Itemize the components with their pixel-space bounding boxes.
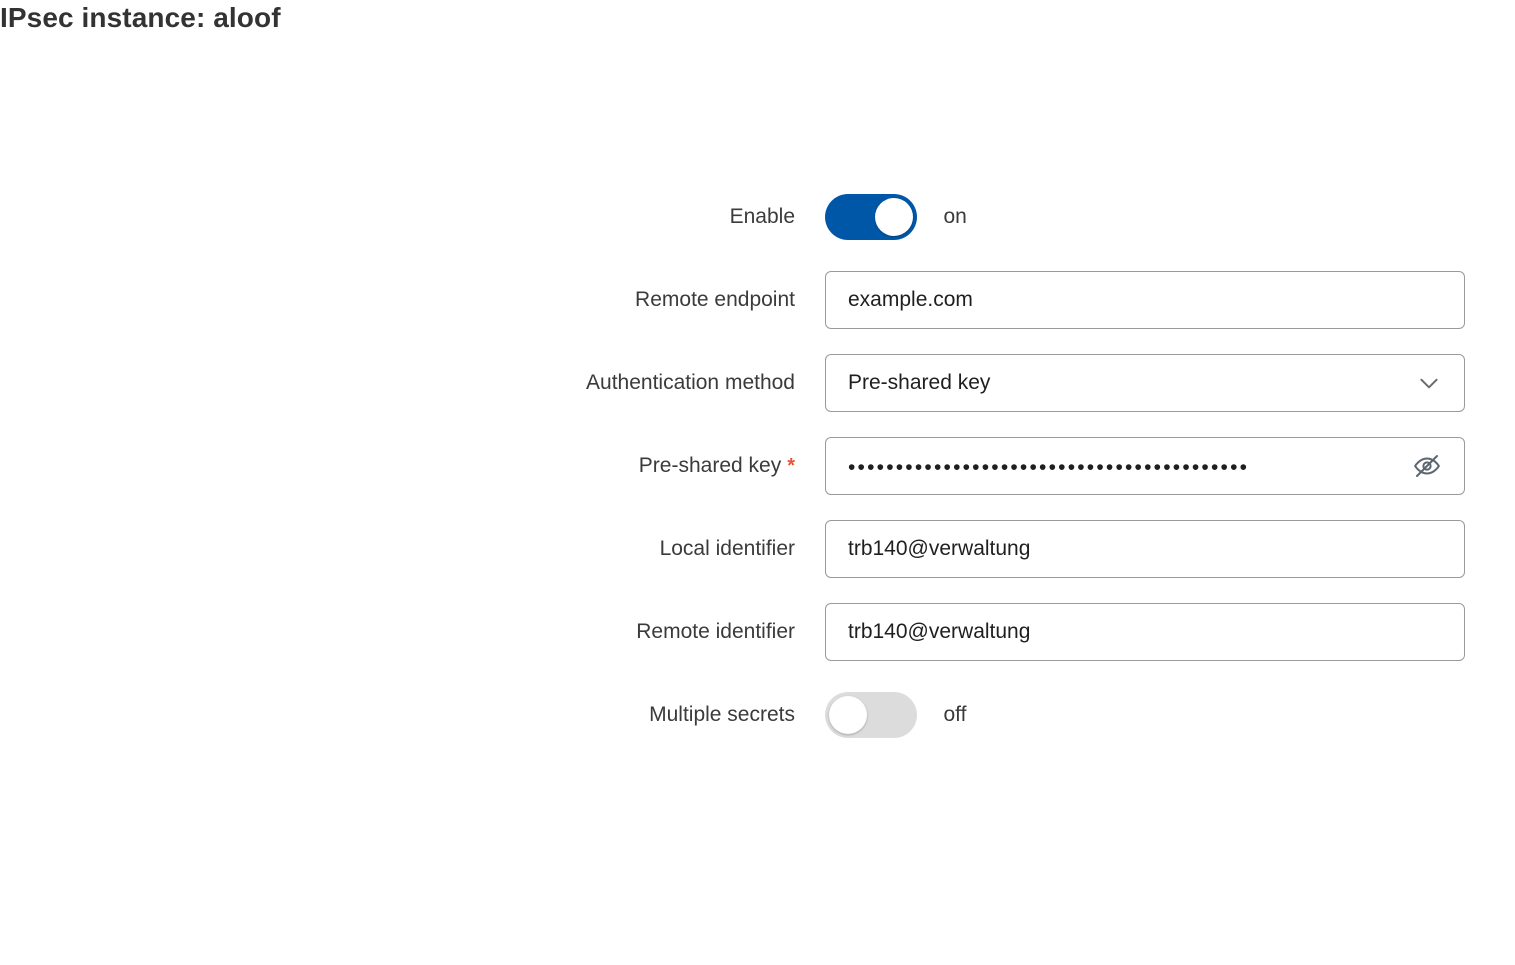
control-remote-endpoint [825, 271, 1465, 329]
form-row-remote-identifier [0, 590, 1495, 673]
local-identifier-input[interactable] [825, 520, 1465, 578]
form-row-authentication-method [0, 341, 1495, 424]
page-title: IPsec instance: aloof [0, 2, 281, 33]
label-pre-shared-key [0, 454, 825, 478]
form-row-remote-endpoint [0, 258, 1495, 341]
label-pre-shared-key-text: Pre-shared key [638, 453, 782, 477]
authentication-method-value: Pre-shared key [848, 370, 991, 394]
authentication-method-select[interactable] [825, 354, 1465, 412]
remote-endpoint-value: example.com [848, 287, 973, 311]
form-row-multiple-secrets [0, 673, 1495, 756]
control-local-identifier [825, 520, 1465, 578]
control-authentication-method [825, 354, 1465, 412]
eye-hidden-icon[interactable] [1412, 451, 1442, 481]
label-enable: Enable [729, 204, 795, 228]
remote-identifier-input[interactable] [825, 603, 1465, 661]
label-local-identifier: Local identifier [659, 536, 795, 560]
local-identifier-value: trb140@verwaltung [848, 536, 1031, 560]
enable-toggle[interactable] [825, 194, 917, 240]
label-remote-endpoint: Remote endpoint [635, 287, 795, 311]
chevron-down-icon [1416, 370, 1442, 396]
label-authentication-method: Authentication method [586, 370, 795, 394]
multiple-secrets-toggle-knob [829, 696, 867, 734]
control-pre-shared-key [825, 437, 1465, 495]
control-remote-identifier [825, 603, 1465, 661]
pre-shared-key-masked-value: •••••••••••••••••••••••••••••••••••••••••• [848, 455, 1250, 478]
enable-toggle-knob [875, 198, 913, 236]
multiple-secrets-toggle[interactable] [825, 692, 917, 738]
ipsec-settings-form [0, 175, 1515, 756]
remote-endpoint-input[interactable] [825, 271, 1465, 329]
required-marker: * [787, 454, 795, 477]
control-multiple-secrets [825, 692, 1465, 738]
label-remote-identifier: Remote identifier [636, 619, 795, 643]
label-multiple-secrets: Multiple secrets [649, 702, 795, 726]
pre-shared-key-input[interactable] [825, 437, 1465, 495]
enable-toggle-state: on [943, 204, 967, 228]
remote-identifier-value: trb140@verwaltung [848, 619, 1031, 643]
form-row-enable [0, 175, 1495, 258]
multiple-secrets-toggle-state: off [943, 702, 967, 726]
form-row-local-identifier [0, 507, 1495, 590]
control-enable [825, 194, 1465, 240]
form-row-pre-shared-key [0, 424, 1495, 507]
